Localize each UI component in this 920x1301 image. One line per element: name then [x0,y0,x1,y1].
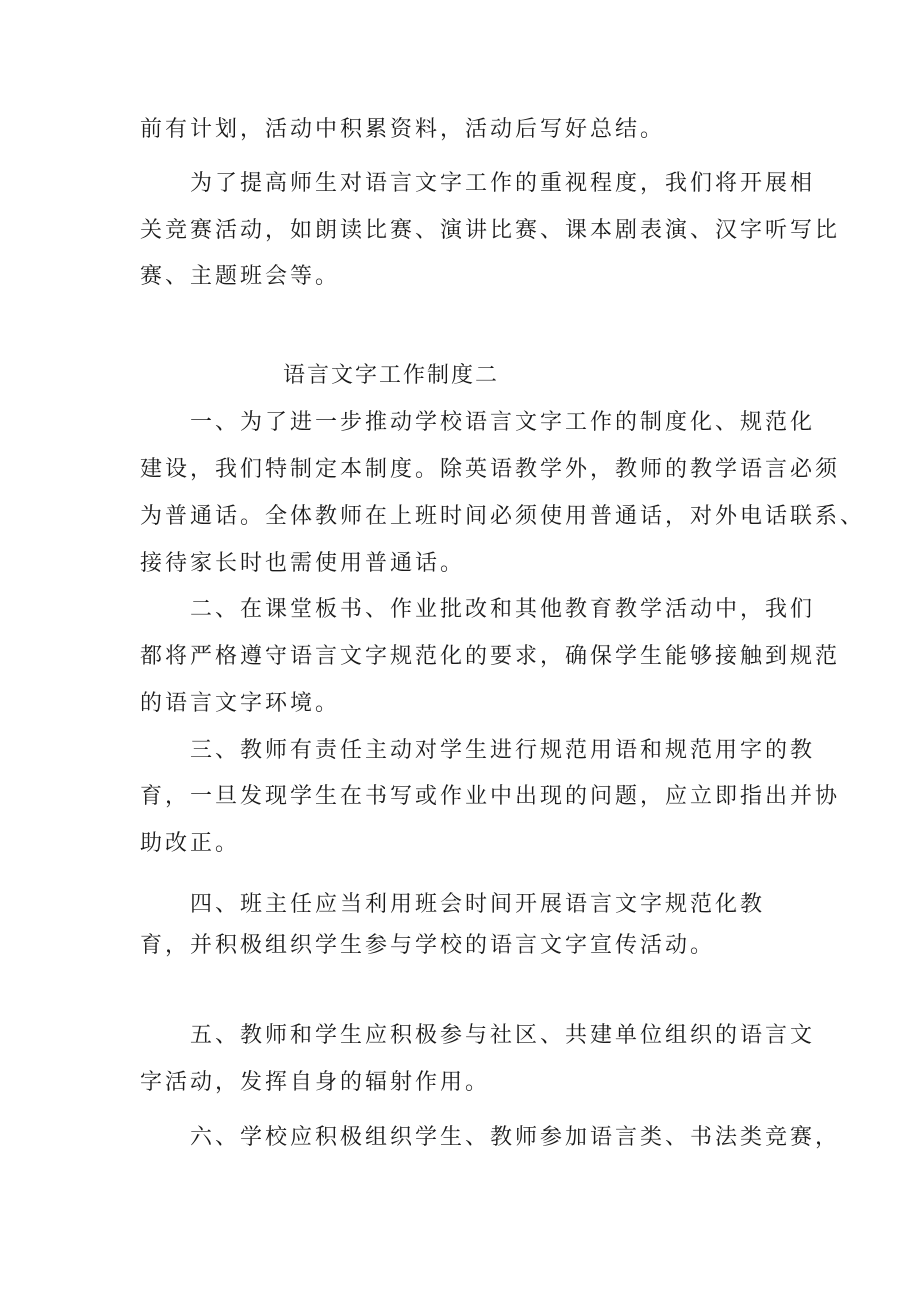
paragraph-0-line-1: 前有计划，活动中积累资料，活动后写好总结。 [140,117,666,142]
paragraph-4-line-1: 三、教师有责任主动对学生进行规范用语和规范用字的教 [190,738,816,763]
paragraph-1-line-3: 赛、主题班会等。 [140,264,341,289]
paragraph-3-line-3: 的语言文字环境。 [140,691,341,716]
section-title: 语言文字工作制度二 [283,363,500,388]
paragraph-5-line-1: 四、班主任应当利用班会时间开展语言文字规范化教 [190,892,766,917]
paragraph-7-line-1: 六、学校应积极组织学生、教师参加语言类、书法类竞赛， [190,1125,841,1150]
paragraph-2-line-1: 一、为了进一步推动学校语言文字工作的制度化、规范化 [190,410,816,435]
paragraph-2-line-3: 为普通话。全体教师在上班时间必须使用普通话，对外电话联系、 [140,504,866,529]
paragraph-5-line-2: 育，并积极组织学生参与学校的语言文字宣传活动。 [140,933,716,958]
paragraph-4-line-3: 助改正。 [140,831,241,856]
paragraph-1-line-2: 关竞赛活动，如朗读比赛、演讲比赛、课本剧表演、汉字听写比 [140,218,841,243]
paragraph-2-line-4: 接待家长时也需使用普通话。 [140,551,466,576]
paragraph-1-line-1: 为了提高师生对语言文字工作的重视程度，我们将开展相 [190,171,816,196]
paragraph-6-line-1: 五、教师和学生应积极参与社区、共建单位组织的语言文 [190,1023,816,1048]
paragraph-4-line-2: 育，一旦发现学生在书写或作业中出现的问题，应立即指出并协 [140,784,841,809]
paragraph-3-line-1: 二、在课堂板书、作业批改和其他教育教学活动中，我们 [190,597,816,622]
paragraph-6-line-2: 字活动，发挥自身的辐射作用。 [140,1070,491,1095]
paragraph-2-line-2: 建设，我们特制定本制度。除英语教学外，教师的教学语言必须 [140,457,841,482]
paragraph-3-line-2: 都将严格遵守语言文字规范化的要求，确保学生能够接触到规范 [140,644,841,669]
